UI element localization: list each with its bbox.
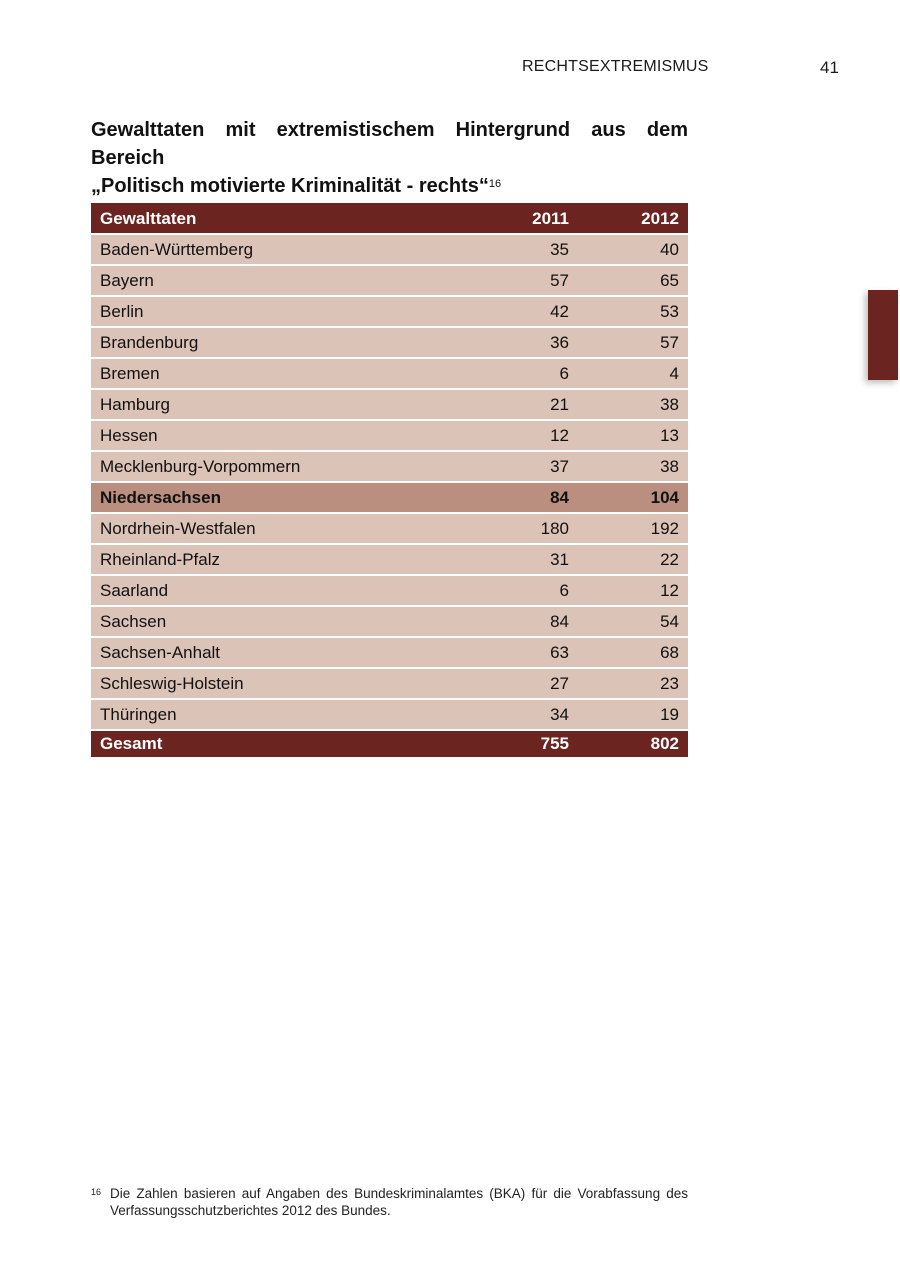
row-value-2011: 6 bbox=[471, 358, 578, 389]
table-row bbox=[91, 513, 688, 544]
row-value-2012: 23 bbox=[578, 668, 688, 699]
column-header-2011: 2011 bbox=[471, 203, 578, 234]
table-row bbox=[91, 265, 688, 296]
row-value-2011: 12 bbox=[471, 420, 578, 451]
table-row bbox=[91, 668, 688, 699]
row-value-2012: 68 bbox=[578, 637, 688, 668]
row-value-2012: 38 bbox=[578, 389, 688, 420]
footnote bbox=[91, 1185, 688, 1219]
row-value-2011: 36 bbox=[471, 327, 578, 358]
row-value-2012: 65 bbox=[578, 265, 688, 296]
row-value-2011: 37 bbox=[471, 451, 578, 482]
row-label: Saarland bbox=[91, 575, 471, 606]
row-label: Brandenburg bbox=[91, 327, 471, 358]
row-label: Hamburg bbox=[91, 389, 471, 420]
row-value-2012: 19 bbox=[578, 699, 688, 730]
total-2012: 802 bbox=[578, 730, 688, 757]
page-number: 41 bbox=[820, 58, 839, 77]
row-label: Bremen bbox=[91, 358, 471, 389]
row-label: Berlin bbox=[91, 296, 471, 327]
violence-statistics-table bbox=[91, 203, 688, 757]
row-value-2011: 31 bbox=[471, 544, 578, 575]
chapter-side-tab bbox=[868, 290, 898, 380]
row-value-2012: 13 bbox=[578, 420, 688, 451]
table-row bbox=[91, 420, 688, 451]
table-row bbox=[91, 575, 688, 606]
row-value-2012: 4 bbox=[578, 358, 688, 389]
row-value-2012: 104 bbox=[578, 482, 688, 513]
row-value-2012: 38 bbox=[578, 451, 688, 482]
table-total-row bbox=[91, 730, 688, 757]
row-value-2012: 192 bbox=[578, 513, 688, 544]
row-value-2012: 57 bbox=[578, 327, 688, 358]
table-row bbox=[91, 606, 688, 637]
total-label: Gesamt bbox=[91, 730, 471, 757]
table-title-line2 bbox=[91, 172, 688, 200]
title-footnote-ref: 16 bbox=[488, 178, 502, 190]
table-row bbox=[91, 544, 688, 575]
table-row bbox=[91, 234, 688, 265]
table-row bbox=[91, 327, 688, 358]
table-row bbox=[91, 482, 688, 513]
row-value-2011: 34 bbox=[471, 699, 578, 730]
table-title bbox=[91, 116, 688, 200]
row-label: Rheinland-Pfalz bbox=[91, 544, 471, 575]
row-value-2012: 54 bbox=[578, 606, 688, 637]
row-value-2011: 21 bbox=[471, 389, 578, 420]
total-2011: 755 bbox=[471, 730, 578, 757]
table-row bbox=[91, 699, 688, 730]
row-label: Bayern bbox=[91, 265, 471, 296]
table-row bbox=[91, 389, 688, 420]
row-value-2012: 53 bbox=[578, 296, 688, 327]
row-label: Baden-Württemberg bbox=[91, 234, 471, 265]
row-label: Sachsen-Anhalt bbox=[91, 637, 471, 668]
row-value-2012: 40 bbox=[578, 234, 688, 265]
row-label: Nordrhein-Westfalen bbox=[91, 513, 471, 544]
row-value-2012: 12 bbox=[578, 575, 688, 606]
row-value-2011: 57 bbox=[471, 265, 578, 296]
row-value-2011: 35 bbox=[471, 234, 578, 265]
row-value-2012: 22 bbox=[578, 544, 688, 575]
row-value-2011: 84 bbox=[471, 482, 578, 513]
table-row bbox=[91, 637, 688, 668]
table-title-line1: Gewalttaten mit extremistischem Hintergrund aus dem Bereich bbox=[91, 119, 688, 169]
table-row bbox=[91, 296, 688, 327]
table-row bbox=[91, 358, 688, 389]
table-header-row bbox=[91, 203, 688, 234]
table-row bbox=[91, 451, 688, 482]
row-label: Schleswig-Holstein bbox=[91, 668, 471, 699]
column-header-2012: 2012 bbox=[578, 203, 688, 234]
row-value-2011: 27 bbox=[471, 668, 578, 699]
footnote-text: Die Zahlen basieren auf Angaben des Bundeskriminalamtes (BKA) für die Vorabfassung des Verfassungsschutzberichtes 2012 des Bundes. bbox=[110, 1186, 688, 1218]
row-label: Thüringen bbox=[91, 699, 471, 730]
column-header-category: Gewalttaten bbox=[91, 203, 471, 234]
row-label: Sachsen bbox=[91, 606, 471, 637]
running-head: RECHTSEXTREMISMUS bbox=[522, 58, 709, 75]
row-label: Mecklenburg-Vorpommern bbox=[91, 451, 471, 482]
row-label: Hessen bbox=[91, 420, 471, 451]
row-value-2011: 84 bbox=[471, 606, 578, 637]
row-label: Niedersachsen bbox=[91, 482, 471, 513]
footnote-mark: 16 bbox=[91, 1187, 102, 1197]
row-value-2011: 63 bbox=[471, 637, 578, 668]
table-title-line2-text: „Politisch motivierte Kriminalität - rechts“ bbox=[91, 175, 489, 197]
row-value-2011: 42 bbox=[471, 296, 578, 327]
row-value-2011: 6 bbox=[471, 575, 578, 606]
row-value-2011: 180 bbox=[471, 513, 578, 544]
